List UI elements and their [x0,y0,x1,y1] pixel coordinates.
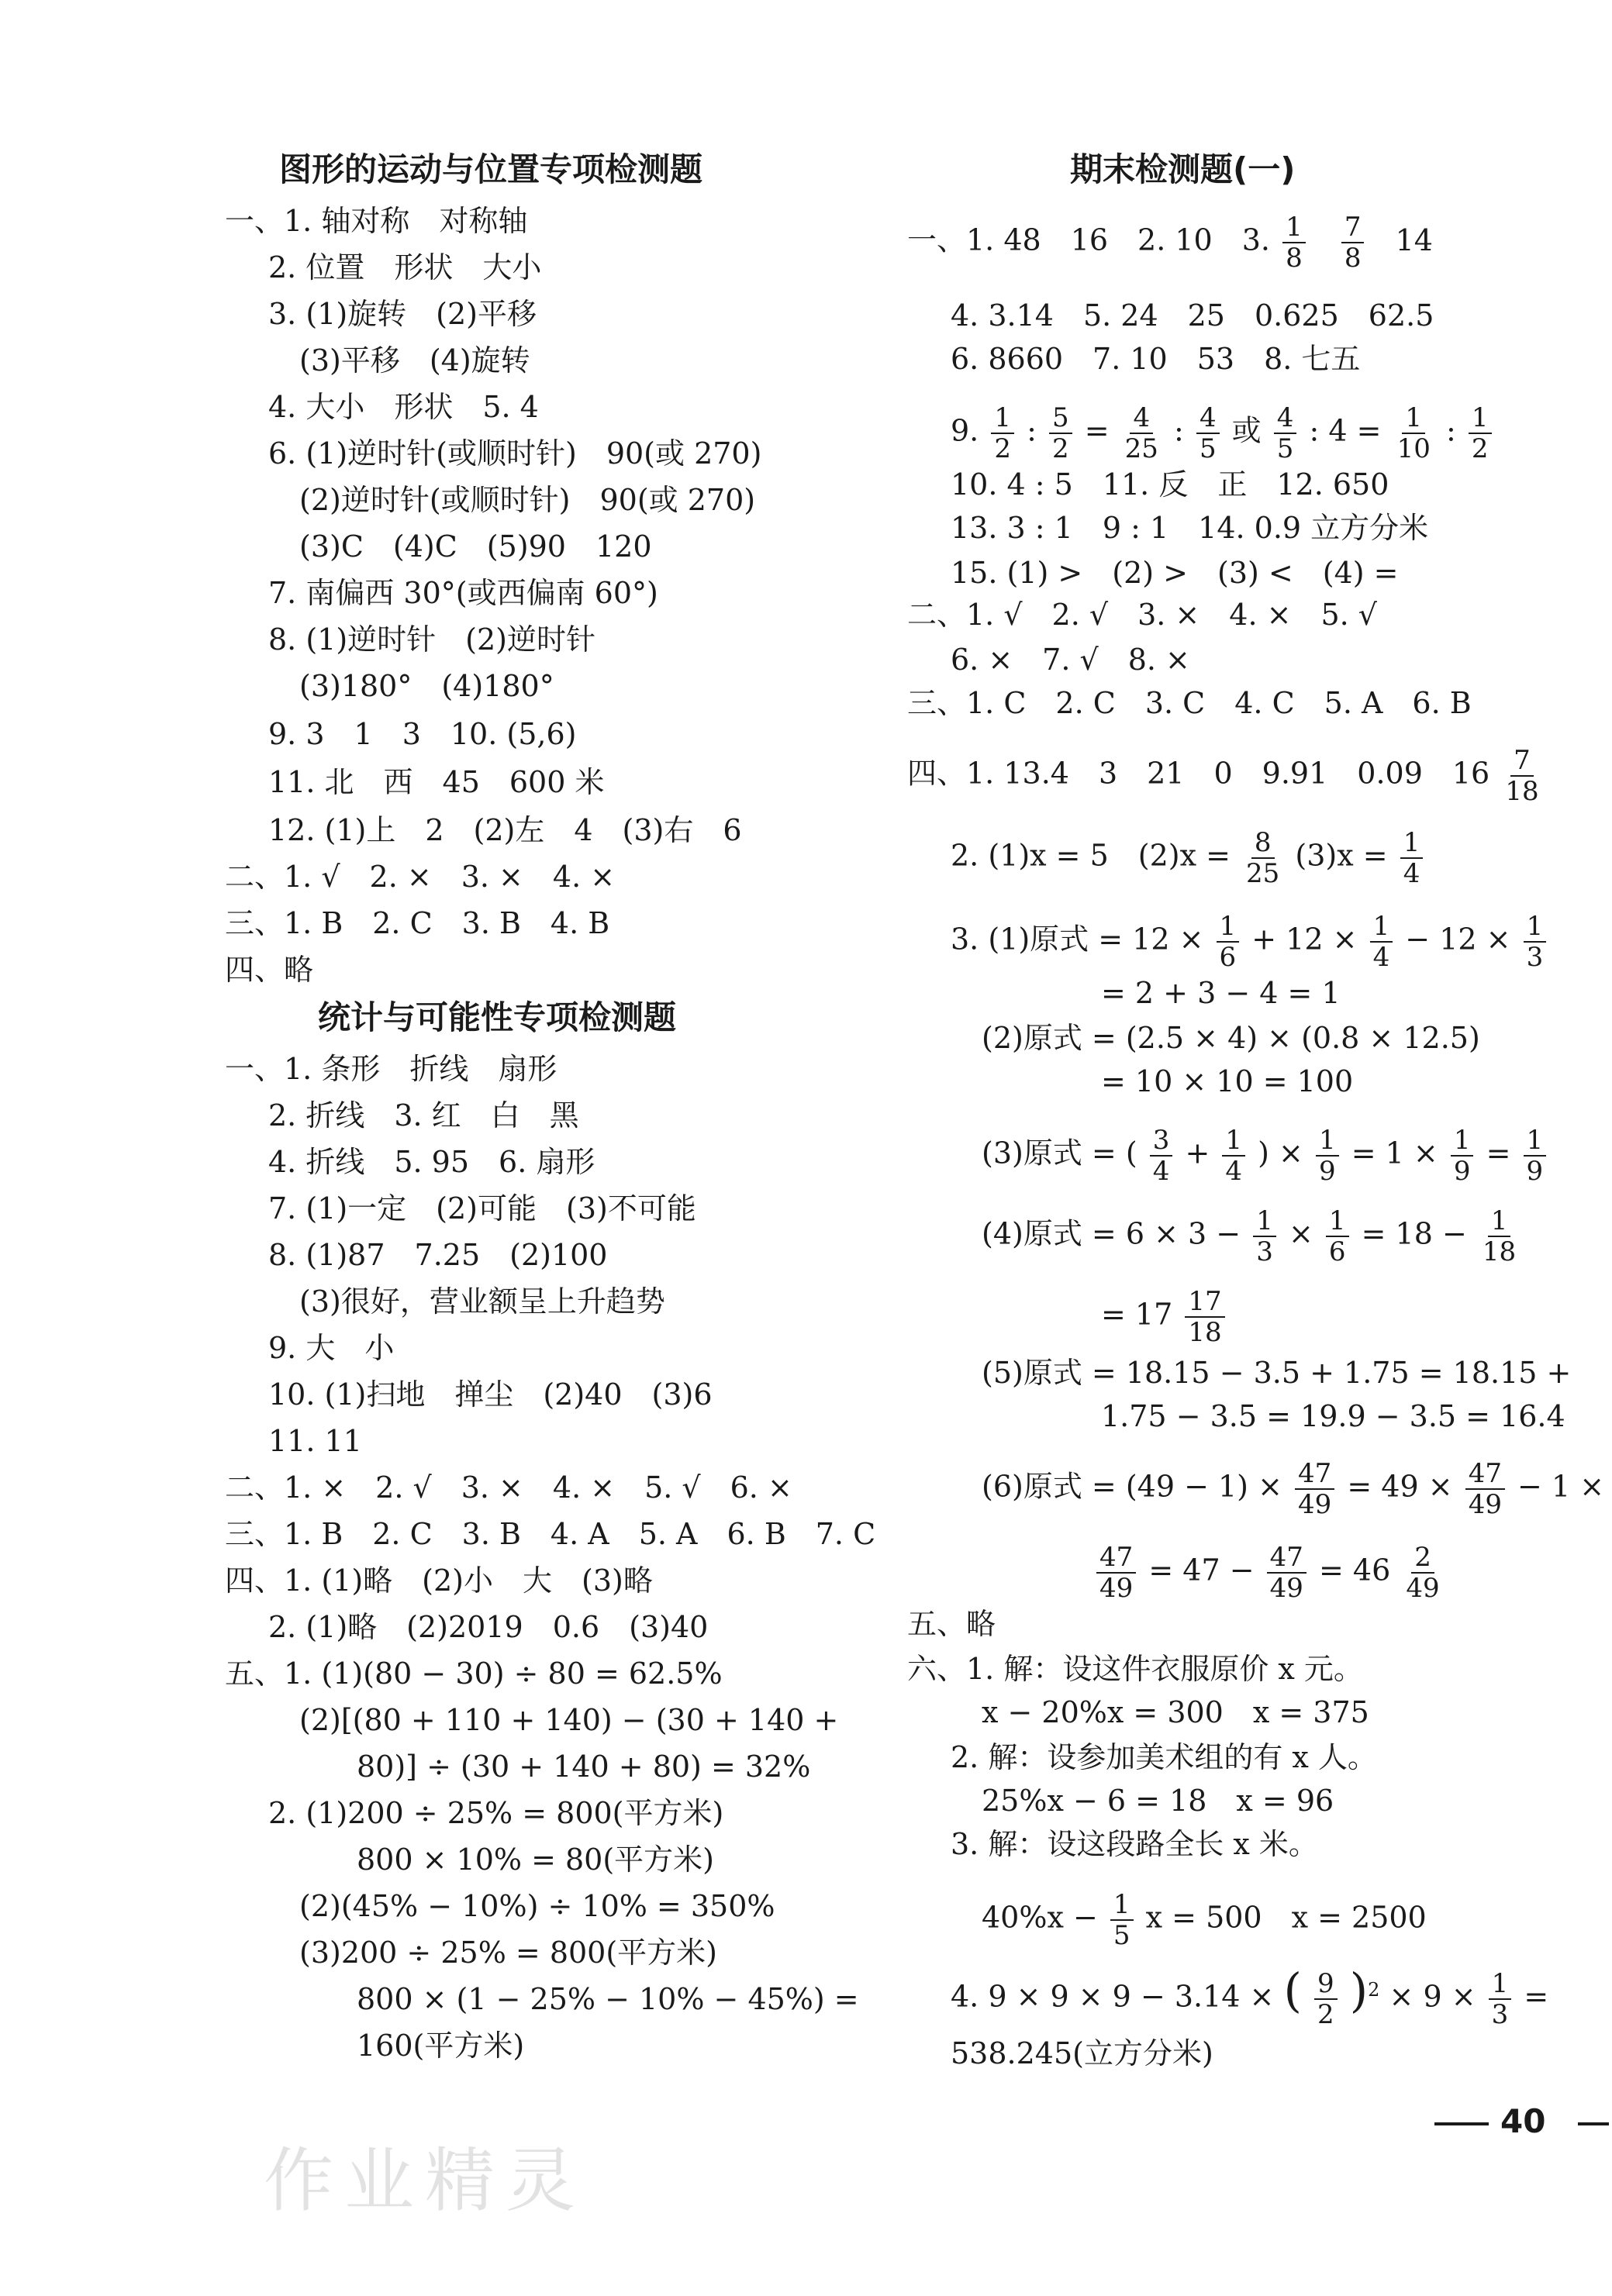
answer-line: 2. 解：设参加美术组的有 x 人。 [951,1740,1377,1774]
answer-text: 一、1. 48 16 2. 10 3. [907,222,1270,257]
answer-line: 五、1. (1)(80 − 30) ÷ 80 = 62.5% [225,1656,723,1691]
answer-line: 13. 3 : 1 9 : 1 14. 0.9 立方分米 [951,511,1429,545]
answer-line: (2)(45% − 10%) ÷ 10% = 350% [299,1889,775,1923]
answer-line: 三、1. B 2. C 3. B 4. B [225,906,610,940]
fraction: $\frac{1}{6}$ [1326,1206,1349,1267]
answer-line: 3. (1)原式 = 12 × $\frac{1}{6}$ + 12 × $\frac{1}{4}$ − 12 × $\frac{1}{3}$ [951,912,1549,972]
answer-line: 9. 大 小 [268,1331,395,1365]
answer-line: (2)逆时针(或顺时针) 90(或 270) [299,483,756,517]
answer-line: (2)[(80 + 110 + 140) − (30 + 140 + [299,1703,839,1737]
answer-line: 2. 位置 形状 大小 [268,250,542,284]
fraction: $\frac{2}{49}$ [1406,1542,1440,1604]
answer-line: 五、略 [907,1607,996,1641]
answer-line: 2. 折线 3. 红 白 黑 [268,1098,579,1132]
fraction: $\frac{3}{4}$ [1150,1126,1173,1186]
fraction: $\frac{1}{3}$ [1489,1969,1512,2029]
fraction: $\frac{1}{9}$ [1451,1126,1474,1186]
fraction: $\frac{4}{25}$ [1124,402,1158,464]
answer-line: 8. (1)87 7.25 (2)100 [268,1238,608,1272]
answer-line: 538.245(立方分米) [951,2036,1213,2070]
answer-text: 14 [1395,222,1433,257]
watermark: 作业精灵 [264,2140,586,2222]
answer-line: 6. 8660 7. 10 53 8. 七五 [951,342,1361,376]
fraction: $\frac{8}{25}$ [1246,827,1280,889]
answer-line: 10. (1)扫地 掸尘 (2)40 (3)6 [268,1377,713,1412]
answer-line: 一、1. 条形 折线 扇形 [225,1052,557,1086]
answer-line: 1.75 − 3.5 = 19.9 − 3.5 = 16.4 [1101,1399,1565,1433]
fraction: $\frac{47}{49}$ [1465,1459,1505,1519]
page-number: 40 [1500,2102,1546,2140]
fraction: $\frac{1}{5}$ [1110,1890,1134,1950]
answer-line: (6)原式 = (49 − 1) × $\frac{47}{49}$ = 49 × $\frac{47}{49}$ − 1 × [982,1458,1605,1520]
fraction: $\frac{5}{2}$ [1049,403,1072,464]
answer-line: 9. 3 1 3 10. (5,6) [268,717,577,751]
section-title-statistics: 统计与可能性专项检测题 [318,998,677,1036]
answer-line: 四、1. (1)略 (2)小 大 (3)略 [225,1563,653,1598]
fraction: $\frac{1}{8}$ [1282,212,1306,273]
fraction: $\frac{1}{4}$ [1222,1126,1245,1186]
answer-line: 三、1. B 2. C 3. B 4. A 5. A 6. B 7. C [225,1517,876,1551]
answer-line: (3)平移 (4)旋转 [299,343,530,377]
section-title-motion-position: 图形的运动与位置专项检测题 [279,150,703,188]
answer-line: = 10 × 10 = 100 [1101,1064,1354,1098]
fraction: $\frac{1}{4}$ [1370,912,1393,972]
fraction: $\frac{47}{49}$ [1267,1543,1307,1603]
exponent: 2 [1368,1978,1380,2001]
answer-line: 8. (1)逆时针 (2)逆时针 [268,622,595,657]
answer-line: 二、1. √ 2. × 3. × 4. × [225,860,616,894]
answer-line: 四、1. 13.4 3 21 0 9.91 0.09 16 $\frac{7}{18}$ [907,746,1545,806]
answer-line: 六、1. 解：设这件衣服原价 x 元。 [907,1652,1363,1686]
answer-line: (3)很好，营业额呈上升趋势 [299,1284,665,1319]
fraction: $\frac{47}{49}$ [1096,1543,1136,1603]
answer-line: 800 × 10% = 80(平方米) [357,1843,714,1877]
fraction: $\frac{1}{3}$ [1524,912,1547,972]
fraction: $\frac{1}{18}$ [1482,1205,1517,1267]
answer-line: 11. 11 [268,1424,362,1458]
answer-line: 11. 北 西 45 600 米 [268,765,605,799]
fraction: $\frac{1}{4}$ [1400,828,1424,888]
fraction: $\frac{1}{6}$ [1217,912,1240,972]
answer-line: 4. 3.14 5. 24 25 0.625 62.5 [951,298,1434,333]
answer-line: 4. 9 × 9 × 9 − 3.14 × ( $\frac{9}{2}$ )$^2$ × 9 × $\frac{1}{3}$ = [951,1963,1549,2030]
answer-line: (2)原式 = (2.5 × 4) × (0.8 × 12.5) [982,1021,1480,1055]
page-number-dash-right [1578,2122,1609,2125]
fraction: $\frac{47}{49}$ [1295,1459,1334,1519]
answer-line: 三、1. C 2. C 3. C 4. C 5. A 6. B [907,686,1472,720]
section-title-final-exam: 期末检测题(一) [1070,150,1296,188]
page-number-dash-left [1434,2122,1489,2125]
answer-line: 二、1. √ 2. √ 3. × 4. × 5. √ [907,598,1377,632]
fraction: $\frac{4}{5}$ [1274,403,1297,464]
answer-line: 6. (1)逆时针(或顺时针) 90(或 270) [268,436,762,471]
fraction: $\frac{4}{5}$ [1196,403,1220,464]
answer-line: 80)] ÷ (30 + 140 + 80) = 32% [357,1750,811,1784]
fraction: $\frac{1}{9}$ [1316,1126,1339,1186]
answer-line: x − 20%x = 300 x = 375 [982,1695,1369,1729]
answer-line: 2. (1)x = 5 (2)x = $\frac{8}{25}$ (3)x = $\frac{1}{4}$ [951,828,1426,888]
answer-line: 10. 4 : 5 11. 反 正 12. 650 [951,467,1389,502]
fraction: $\frac{7}{18}$ [1505,745,1539,807]
answer-line: 4. 折线 5. 95 6. 扇形 [268,1145,595,1179]
answer-line: 3. (1)旋转 (2)平移 [268,297,537,331]
answer-line: 800 × (1 − 25% − 10% − 45%) = [357,1982,859,2016]
answer-line: 12. (1)上 2 (2)左 4 (3)右 6 [268,813,742,847]
answer-line: (5)原式 = 18.15 − 3.5 + 1.75 = 18.15 + [982,1356,1572,1390]
answer-line: 2. (1)略 (2)2019 0.6 (3)40 [268,1610,709,1644]
answer-line: (3)200 ÷ 25% = 800(平方米) [299,1936,717,1970]
answer-line: 2. (1)200 ÷ 25% = 800(平方米) [268,1796,724,1830]
answer-line: = 17 $\frac{17}{18}$ [1101,1287,1228,1347]
answer-line: 四、略 [225,953,314,987]
fraction: $\frac{1}{2}$ [991,403,1014,464]
answer-line: (3)180° (4)180° [299,669,554,703]
fraction: $\frac{9}{2}$ [1314,1969,1338,2029]
fraction: $\frac{1}{10}$ [1396,402,1431,464]
answer-line: $\frac{47}{49}$ = 47 − $\frac{47}{49}$ = 46 $\frac{2}{49}$ [1093,1543,1446,1603]
answer-line: 40%x − $\frac{1}{5}$ x = 500 x = 2500 [982,1889,1427,1951]
answer-line: 二、1. × 2. √ 3. × 4. × 5. √ 6. × [225,1470,792,1505]
fraction: $\frac{7}{8}$ [1341,212,1365,273]
fraction: $\frac{1}{3}$ [1253,1206,1276,1267]
answer-line: 160(平方米) [357,2029,525,2063]
fraction: $\frac{17}{18}$ [1185,1287,1224,1347]
answer-line: = 2 + 3 − 4 = 1 [1101,976,1341,1010]
answer-line: 4. 大小 形状 5. 4 [268,390,539,424]
fraction: $\frac{1}{9}$ [1524,1126,1547,1186]
answer-line: 一、1. 轴对称 对称轴 [225,204,528,238]
answer-line: 9. $\frac{1}{2}$ : $\frac{5}{2}$ = $\frac{4}{25}$ : $\frac{4}{5}$ 或 $\frac{4}{5}$ : 4 = $\frac{1}{10}$ : $\frac{1}{2}$ [951,403,1495,464]
answer-line: 3. 解：设这段路全长 x 米。 [951,1827,1318,1861]
answer-line: (3)原式 = ( $\frac{3}{4}$ + $\frac{1}{4}$ ) × $\frac{1}{9}$ = 1 × $\frac{1}{9}$ = $\frac{1}{9}$ [982,1126,1549,1186]
answer-line [907,212,1433,273]
answer-line: 25%x − 6 = 18 x = 96 [982,1784,1334,1818]
answer-line: 6. × 7. √ 8. × [951,643,1190,677]
fraction: $\frac{1}{2}$ [1469,403,1492,464]
answer-line: 7. 南偏西 30°(或西偏南 60°) [268,576,658,610]
answer-line: 15. (1) > (2) > (3) < (4) = [951,556,1399,590]
answer-line: (4)原式 = 6 × 3 − $\frac{1}{3}$ × $\frac{1}{6}$ = 18 − $\frac{1}{18}$ [982,1206,1522,1267]
answer-line: 7. (1)一定 (2)可能 (3)不可能 [268,1191,696,1226]
answer-line: (3)C (4)C (5)90 120 [299,529,652,564]
